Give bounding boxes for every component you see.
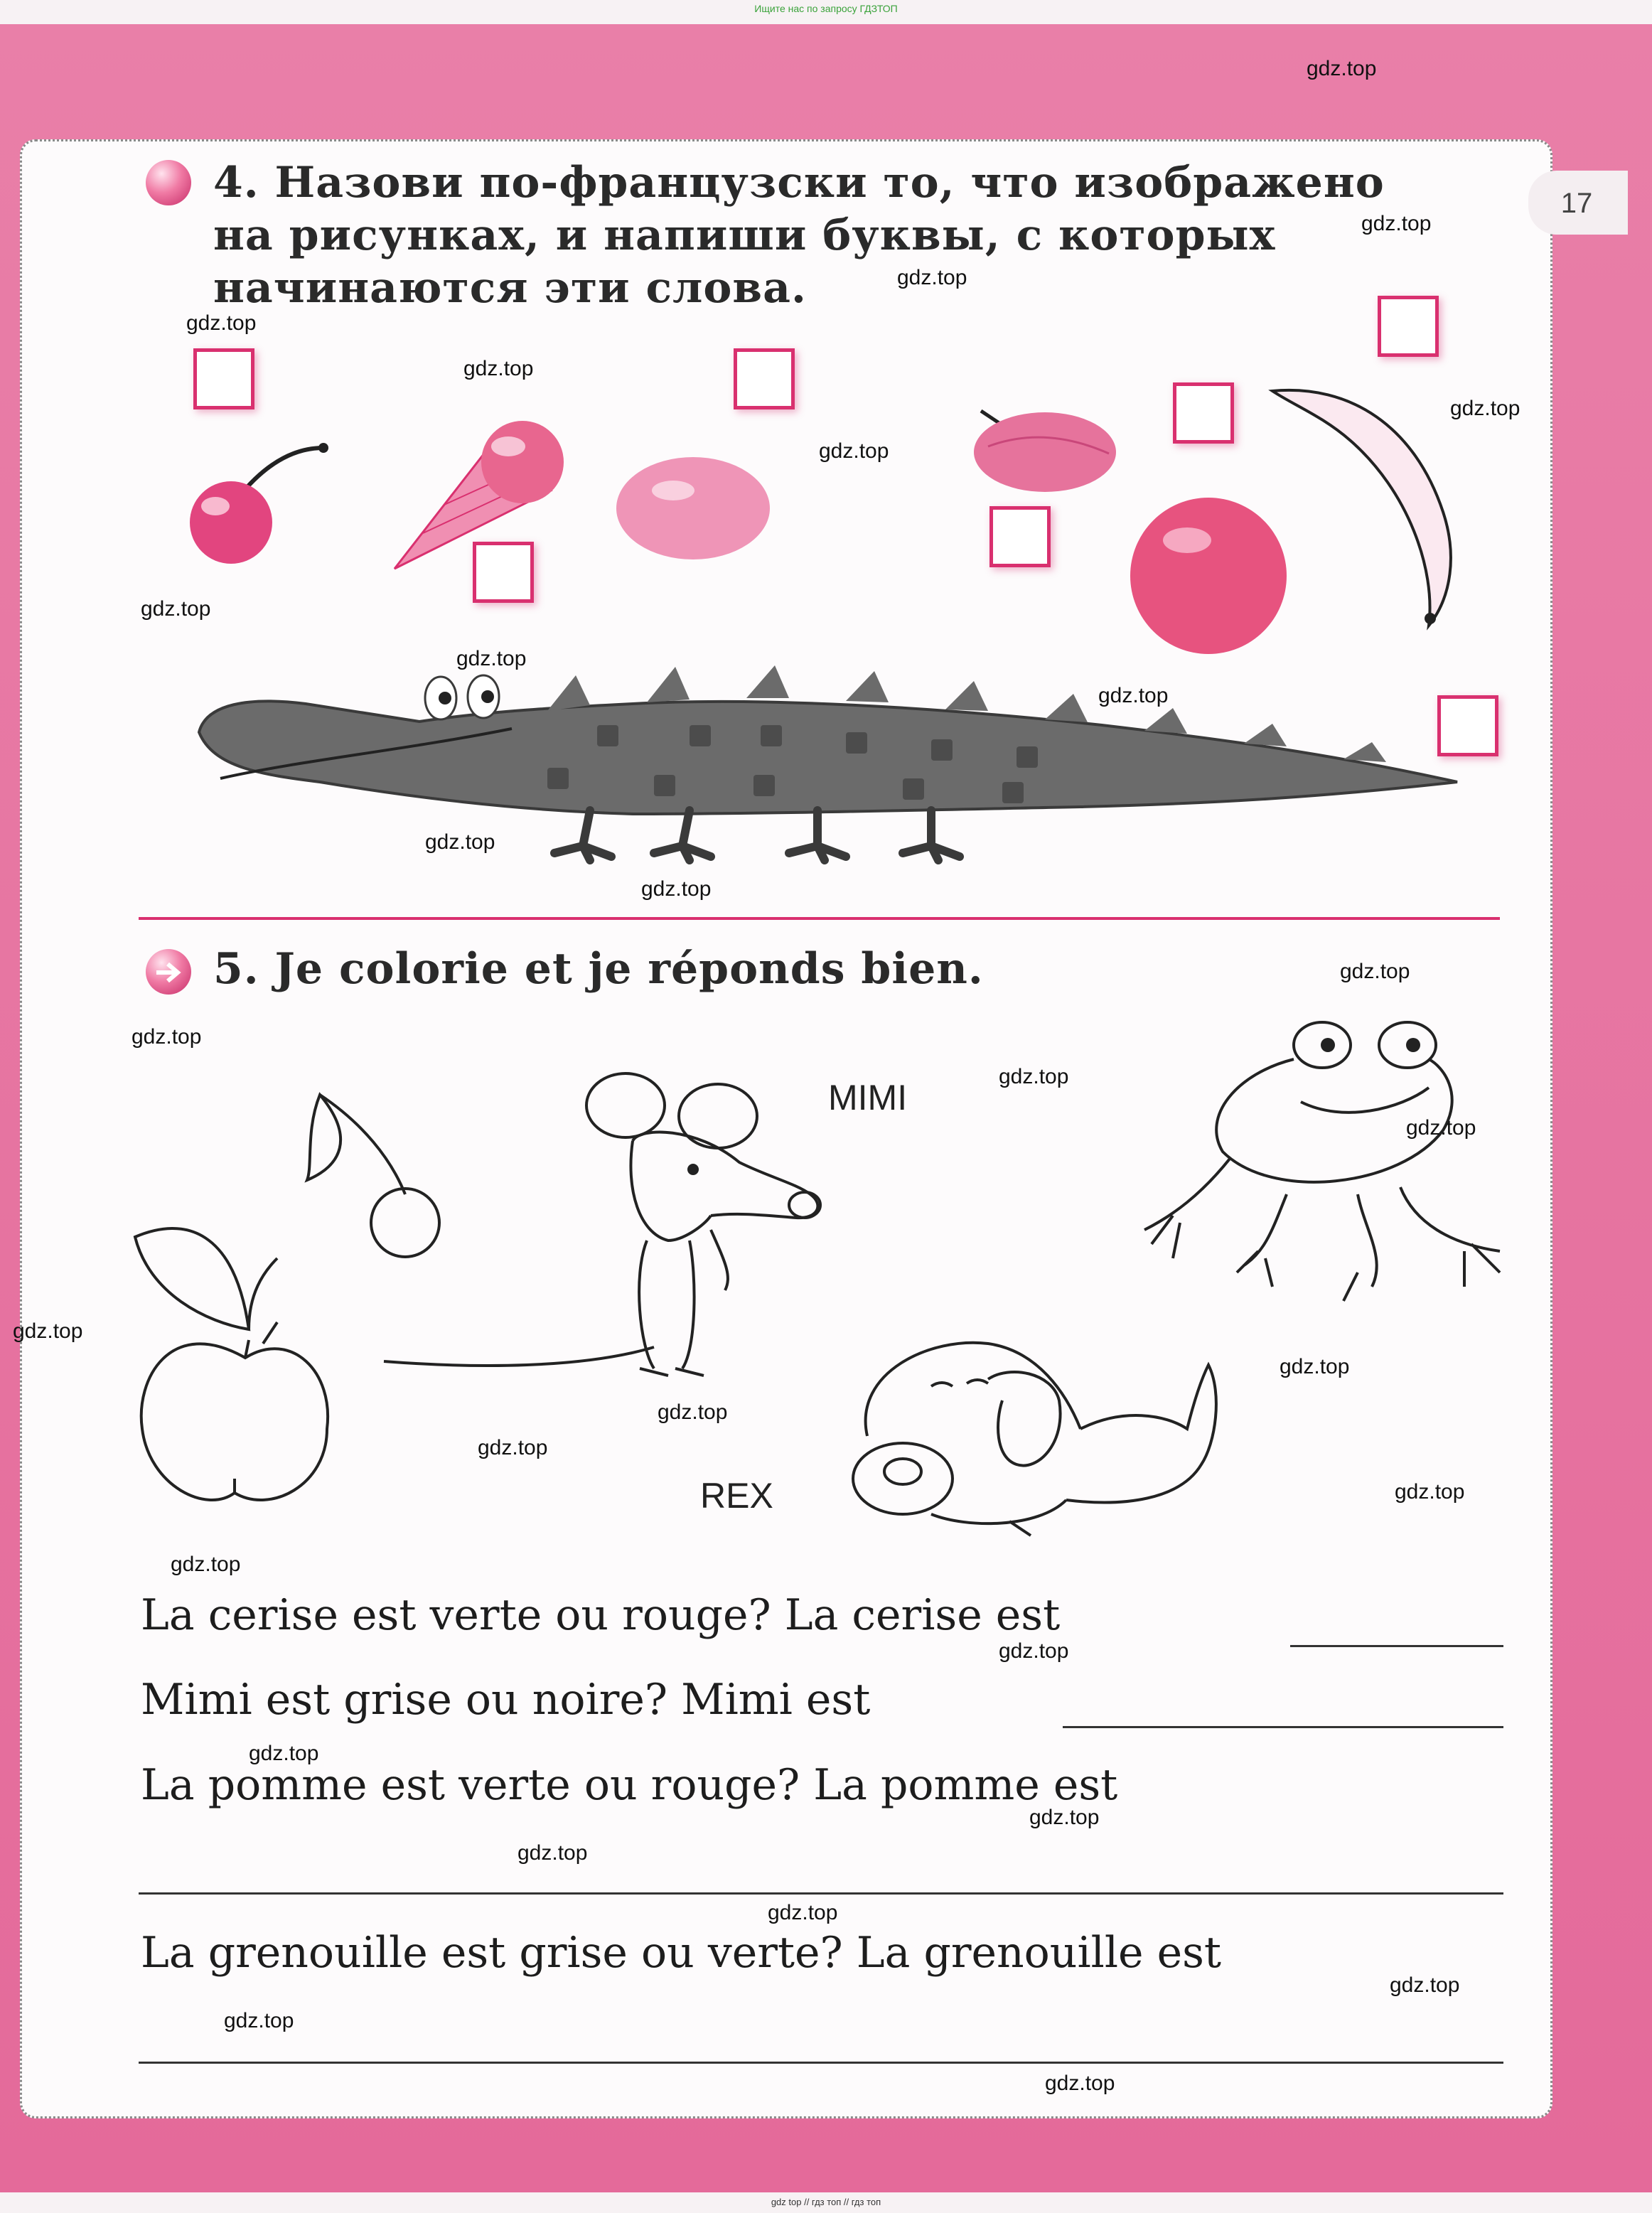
watermark: gdz.top: [1340, 960, 1410, 983]
bottom-note: gdz top // гдз топ // гдз топ: [771, 2197, 881, 2207]
question-frog: La grenouille est grise ou verte? La grenouille est: [141, 1928, 1222, 1978]
watermark: gdz.top: [1395, 1480, 1465, 1504]
watermark: gdz.top: [1450, 397, 1520, 420]
answer-line-apple[interactable]: [139, 1892, 1503, 1895]
watermark: gdz.top: [1045, 2072, 1115, 2095]
answer-box-orange[interactable]: [1173, 382, 1234, 444]
watermark: gdz.top: [141, 597, 211, 621]
mouse-label: MIMI: [828, 1078, 908, 1118]
task4-line3: начинаются эти слова.: [213, 263, 807, 313]
watermark: gdz.top: [186, 311, 257, 335]
cherry-icon: [160, 427, 345, 569]
answer-line-mimi[interactable]: [1063, 1726, 1503, 1728]
watermark: gdz.top: [1098, 684, 1169, 707]
watermark: gdz.top: [1361, 212, 1432, 235]
watermark: gdz.top: [1390, 1973, 1460, 1997]
question-mimi: Mimi est grise ou noire? Mimi est: [141, 1675, 871, 1725]
watermark: gdz.top: [249, 1742, 319, 1765]
crocodile-icon: [192, 654, 1471, 882]
watermark: gdz.top: [658, 1400, 728, 1424]
watermark: gdz.top: [897, 266, 967, 289]
watermark: gdz.top: [1280, 1355, 1350, 1378]
answer-line-cherry[interactable]: [1290, 1645, 1503, 1647]
watermark: gdz.top: [517, 1841, 588, 1865]
frog-outline-icon: [1130, 1017, 1521, 1329]
dog-outline-icon: [825, 1322, 1223, 1550]
watermark: gdz.top: [1307, 57, 1377, 80]
section-divider: [139, 917, 1500, 920]
question-apple: La pomme est verte ou rouge? La pomme est: [141, 1760, 1118, 1810]
top-note: Ищите нас по запросу ГДЗТОП: [754, 3, 898, 14]
banana-icon: [1265, 384, 1493, 640]
ice-cream-icon: [387, 412, 572, 576]
watermark: gdz.top: [13, 1319, 83, 1343]
watermark: gdz.top: [132, 1025, 202, 1049]
answer-box-plum[interactable]: [989, 506, 1051, 567]
watermark: gdz.top: [1029, 1806, 1100, 1829]
answer-box-cherry[interactable]: [193, 348, 254, 409]
watermark: gdz.top: [171, 1553, 241, 1576]
task4-line1: 4. Назови по-французски то, что изображено: [213, 158, 1385, 208]
dog-label: REX: [700, 1476, 773, 1516]
apple-outline-icon: [128, 1216, 341, 1514]
watermark: gdz.top: [999, 1639, 1069, 1663]
watermark: gdz.top: [224, 2009, 294, 2032]
task5-title: 5. Je colorie et je réponds bien.: [213, 944, 984, 994]
plum-icon: [953, 397, 1123, 496]
answer-line-frog[interactable]: [139, 2062, 1503, 2064]
lemon-icon: [608, 448, 778, 569]
watermark: gdz.top: [478, 1436, 548, 1459]
answer-box-banana[interactable]: [1378, 296, 1439, 357]
watermark: gdz.top: [456, 647, 527, 670]
watermark: gdz.top: [819, 439, 889, 463]
task4-bullet-icon: [146, 160, 191, 205]
answer-box-lemon[interactable]: [734, 348, 795, 409]
watermark: gdz.top: [768, 1901, 838, 1924]
watermark: gdz.top: [999, 1065, 1069, 1088]
page-number: 17: [1560, 188, 1593, 219]
arrow-right-icon: [155, 960, 183, 985]
task4-line2: на рисунках, и напиши буквы, с которых: [213, 210, 1276, 260]
question-cherry: La cerise est verte ou rouge? La cerise est: [141, 1590, 1061, 1640]
watermark: gdz.top: [641, 877, 712, 901]
watermark: gdz.top: [1406, 1116, 1476, 1140]
watermark: gdz.top: [463, 357, 534, 380]
watermark: gdz.top: [425, 830, 495, 854]
